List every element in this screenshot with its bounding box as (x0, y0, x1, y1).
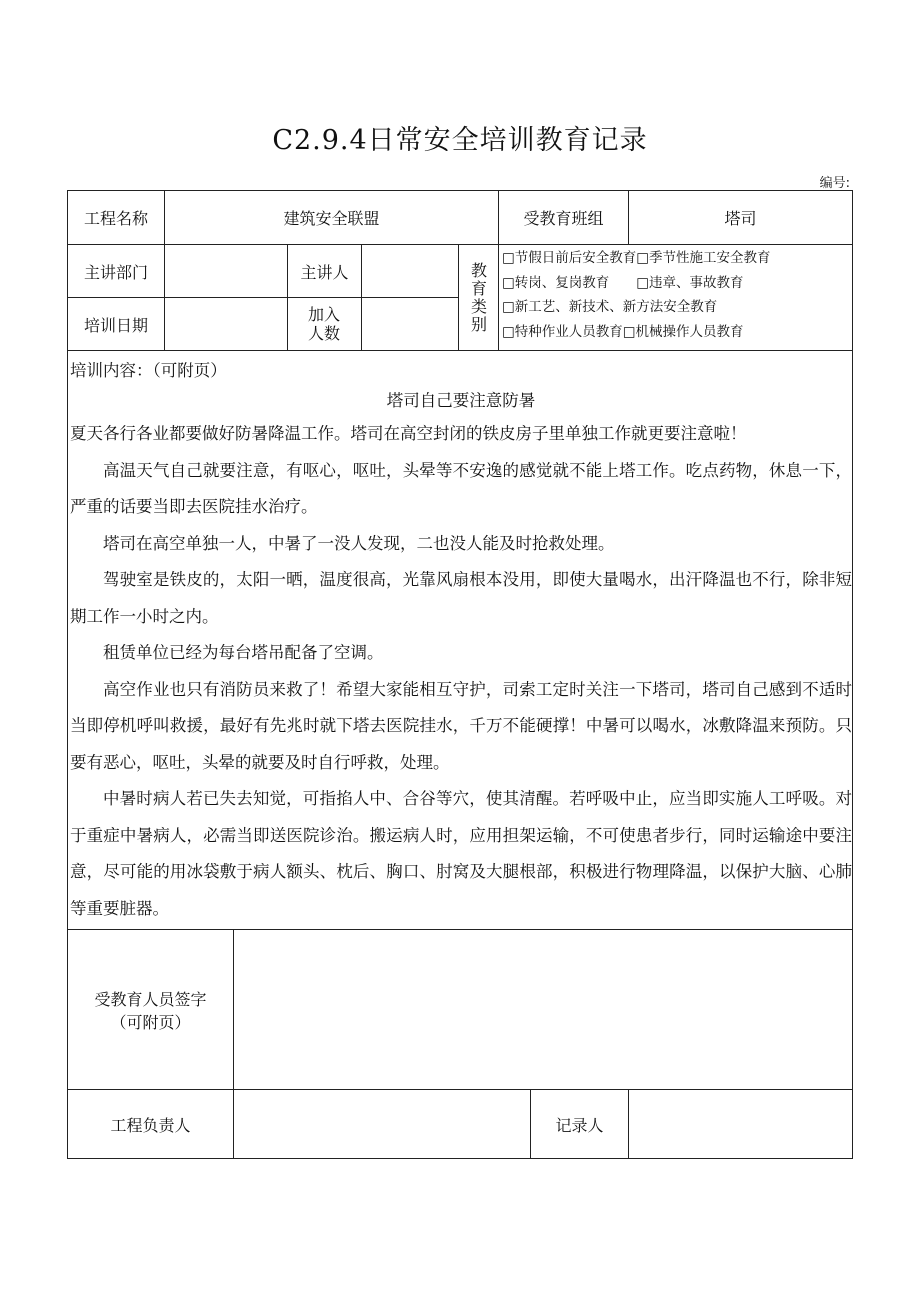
content-paragraph: 塔司在高空单独一人，中暑了一没人发现，二也没人能及时抢救处理。 (103, 533, 615, 553)
trainee-signature-area[interactable] (234, 930, 852, 1089)
project-name-value: 建筑安全联盟 (283, 209, 380, 228)
education-type-option[interactable]: □转岗、复岗教育 □违章、事故教育 (502, 274, 744, 291)
content-paragraph: 驾驶室是铁皮的，太阳一晒，温度很高，光靠风扇根本没用，即使大量喝水，出汗降温也不行，除非短期工作一小时之内。 (70, 570, 852, 626)
trainee-team-value: 塔司 (724, 209, 757, 228)
participant-count-value (362, 298, 458, 350)
trainee-signature-label (68, 930, 233, 1089)
project-manager-value[interactable] (234, 1090, 530, 1158)
project-manager-label: 工程负责人 (110, 1115, 191, 1135)
lecture-dept-value (165, 245, 287, 297)
content-paragraph: 高温天气自己就要注意，有呕心，呕吐，头晕等不安逸的感觉就不能上塔工作。吃点药物，休息一下，严重的话要当即去医院挂水治疗。 (70, 460, 852, 516)
trainee-team-label: 受教育班组 (523, 209, 604, 228)
content-paragraph: 租赁单位已经为每台塔吊配备了空调。 (103, 643, 384, 662)
education-type-option[interactable]: □特种作业人员教育□机械操作人员教育 (502, 323, 744, 340)
trainee-signature-label-line1: 受教育人员签字 (94, 989, 207, 1009)
training-content-label: 培训内容：（可附页） (70, 361, 227, 380)
training-content (70, 356, 852, 927)
education-type-options (502, 246, 852, 344)
recorder-label: 记录人 (555, 1115, 604, 1135)
training-subtitle: 塔司自己要注意防暑 (386, 391, 536, 410)
page-title: C2.9.4日常安全培训教育记录 (272, 125, 648, 156)
training-date-value (165, 298, 287, 350)
project-name-label: 工程名称 (83, 209, 148, 228)
recorder-value[interactable] (629, 1090, 852, 1158)
education-type-label: 教育类别 (470, 261, 487, 334)
lecturer-label: 主讲人 (300, 262, 349, 282)
education-type-option[interactable]: □新工艺、新技术、新方法安全教育 (502, 299, 718, 315)
content-paragraph: 中暑时病人若已失去知觉，可指掐人中、合谷等穴，使其清醒。若呼吸中止，应当即实施人工呼吸。对于重症中暑病人，必需当即送医院诊治。搬运病人时，应用担架运输，不可使患者步行，同时运输途中要注意，尽可能的用冰袋敷于病人额头、枕后、胸口、肘窝及大腿根部，积极进行物理降温，以保护大脑、心肺等重要脏器。 (70, 789, 852, 918)
trainee-signature-label-line2: （可附页） (110, 1012, 191, 1032)
content-paragraph: 高空作业也只有消防员来救了！希望大家能相互守护，司索工定时关注一下塔司，塔司自己感到不适时当即停机呼叫救援，最好有先兆时就下塔去医院挂水，千万不能硬撑！中暑可以喝水，冰敷降温来预防。只要有恶心，呕吐，头晕的就要及时自行呼救，处理。 (70, 679, 852, 772)
education-type-option[interactable]: □节假日前后安全教育□季节性施工安全教育 (502, 250, 771, 266)
training-date-label: 培训日期 (83, 315, 148, 335)
serial-number-label: 编号: (819, 176, 850, 191)
lecture-dept-label: 主讲部门 (83, 262, 148, 282)
participant-count-label: 加入人数 (307, 305, 340, 343)
content-paragraph: 夏天各行各业都要做好防暑降温工作。塔司在高空封闭的铁皮房子里单独工作就更要注意啦！ (70, 424, 747, 443)
lecturer-value (362, 245, 458, 297)
